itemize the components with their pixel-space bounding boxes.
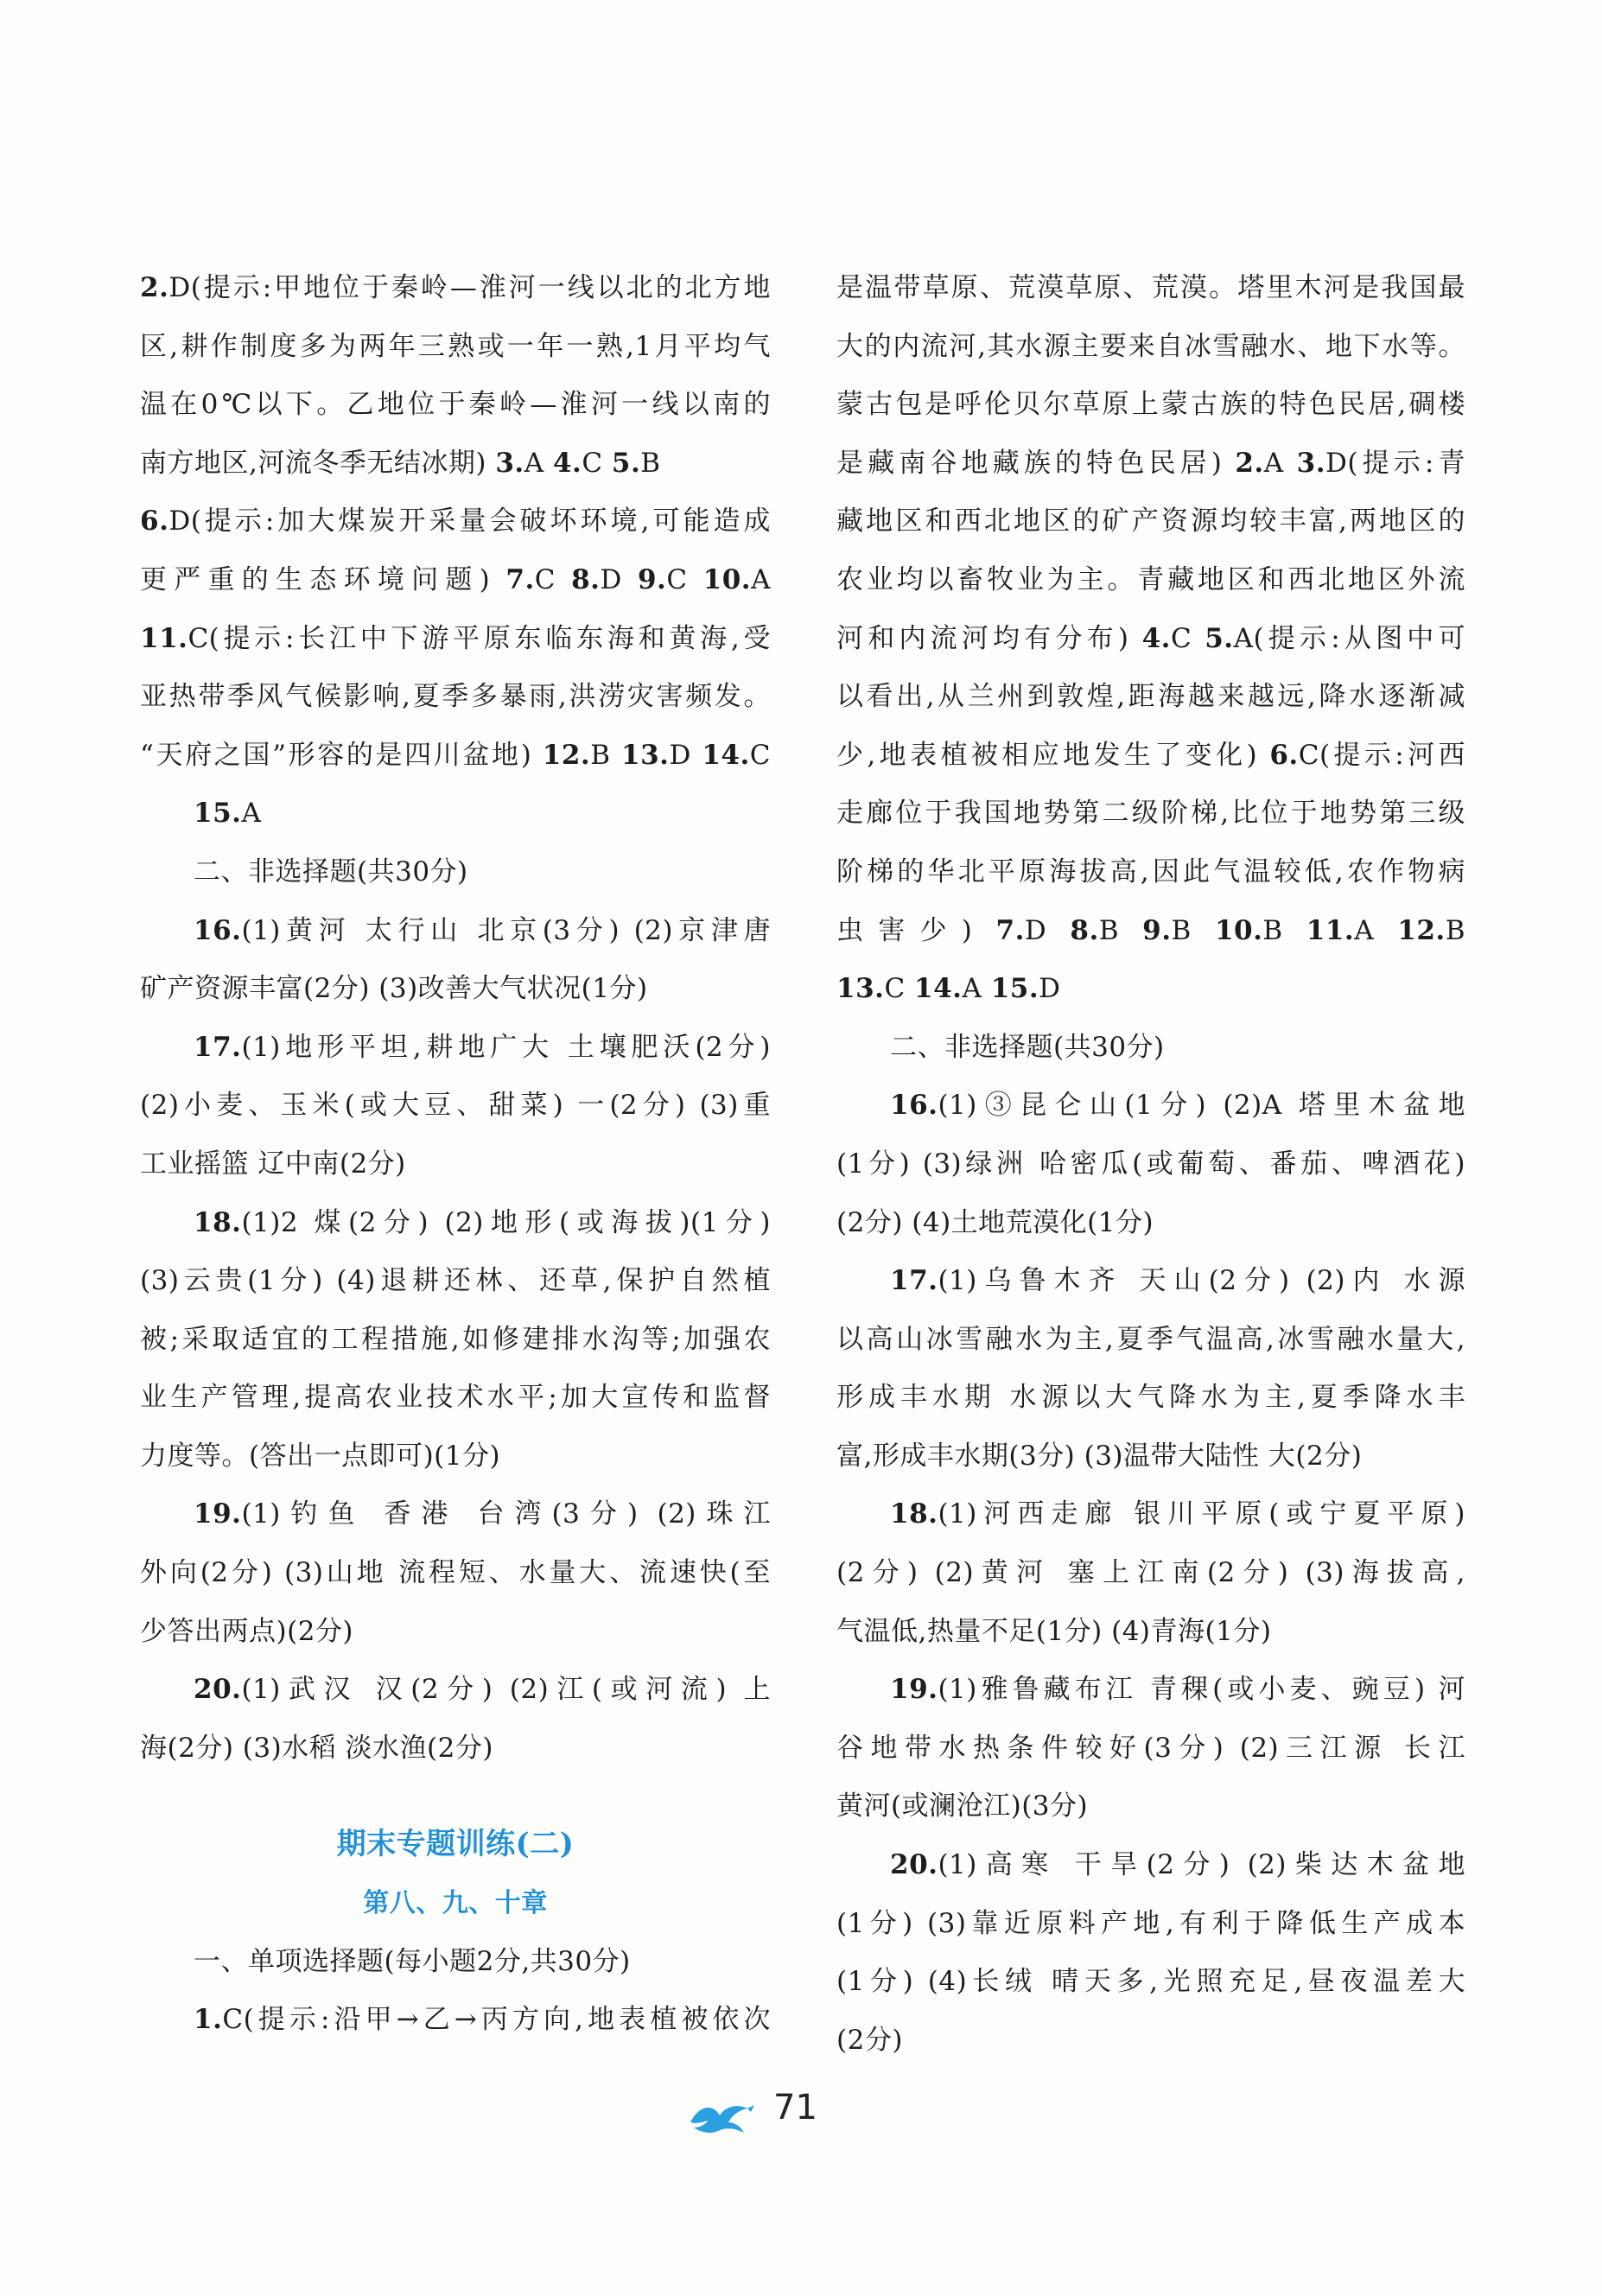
answer-line: 温在0℃以下。乙地位于秦岭—淮河一线以南的: [140, 389, 771, 421]
answer-line: 少答出两点)(2分): [140, 1615, 354, 1647]
answer-line: 13.C 14.A 15.D: [836, 973, 1061, 1005]
answer-line: “天府之国”形容的是四川盆地) 12.B 13.D 14.C: [140, 739, 771, 771]
answer-line: 以高山冰雪融水为主,夏季气温高,冰雪融水量大,: [836, 1323, 1465, 1355]
section-heading: 一、单项选择题(每小题2分,共30分): [194, 1945, 631, 1977]
answer-line: 以看出,从兰州到敦煌,距海越来越远,降水逐渐减: [836, 681, 1465, 713]
answer-line: (2分) (4)土地荒漠化(1分): [836, 1206, 1154, 1238]
answer-line: 17.(1)地形平坦,耕地广大 土壤肥沃(2分): [194, 1031, 771, 1063]
answer-line: 20.(1)武汉 汉(2分) (2)江(或河流) 上: [194, 1674, 771, 1706]
answer-line: 18.(1)2 煤(2分) (2)地形(或海拔)(1分): [194, 1206, 771, 1238]
answer-line: 河和内流河均有分布) 4.C 5.A(提示:从图中可: [836, 622, 1466, 654]
answer-line: 藏地区和西北地区的矿产资源均较丰富,两地区的: [836, 506, 1465, 537]
section-heading: 二、非选择题(共30分): [890, 1031, 1165, 1063]
answer-line: 1.C(提示:沿甲→乙→丙方向,地表植被依次: [194, 2004, 771, 2036]
answer-line: 外向(2分) (3)山地 流程短、水量大、流速快(至: [140, 1557, 771, 1589]
answer-line: 17.(1)乌鲁木齐 天山(2分) (2)内 水源: [890, 1265, 1465, 1297]
answer-line: 亚热带季风气候影响,夏季多暴雨,洪涝灾害频发。: [140, 681, 771, 713]
answer-line: 富,形成丰水期(3分) (3)温带大陆性 大(2分): [836, 1440, 1363, 1472]
answer-line: 走廊位于我国地势第二级阶梯,比位于地势第三级: [836, 798, 1465, 830]
answer-line: 蒙古包是呼伦贝尔草原上蒙古族的特色民居,碉楼: [836, 389, 1465, 421]
answer-line: 南方地区,河流冬季无结冰期) 3.A 4.C 5.B: [140, 447, 661, 479]
answer-line: (2分) (2)黄河 塞上江南(2分) (3)海拔高,: [836, 1557, 1465, 1589]
bird-logo-icon: [687, 2096, 756, 2138]
answer-line: 力度等。(答出一点即可)(1分): [140, 1440, 501, 1472]
answer-line: 业生产管理,提高农业技术水平;加大宣传和监督: [140, 1382, 771, 1414]
answer-line: 11.C(提示:长江中下游平原东临东海和黄海,受: [140, 622, 771, 654]
answer-line: 区,耕作制度多为两年三熟或一年一熟,1月平均气: [140, 330, 771, 362]
answer-line: 少,地表植被相应地发生了变化) 6.C(提示:河西: [836, 739, 1465, 771]
answer-line: 虫害少) 7.D 8.B 9.B 10.B 11.A 12.B: [836, 914, 1465, 946]
answer-line: (2分): [836, 2024, 903, 2056]
answer-line: 谷地带水热条件较好(3分) (2)三江源 长江: [836, 1732, 1465, 1764]
answer-line: 工业摇篮 辽中南(2分): [140, 1148, 406, 1180]
answer-line: (1分) (3)靠近原料产地,有利于降低生产成本: [836, 1907, 1465, 1939]
answer-line: 海(2分) (3)水稻 淡水渔(2分): [140, 1732, 493, 1764]
answer-line: 6.D(提示:加大煤炭开采量会破坏环境,可能造成: [140, 506, 771, 537]
answer-line: 18.(1)河西走廊 银川平原(或宁夏平原): [890, 1498, 1465, 1530]
answer-line: (2)小麦、玉米(或大豆、甜菜) 一(2分) (3)重: [140, 1090, 771, 1122]
left-column: [140, 259, 771, 2050]
right-column: [836, 259, 1465, 2070]
answer-line: 15.A: [194, 798, 262, 830]
answer-line: 是藏南谷地藏族的特色民居) 2.A 3.D(提示:青: [836, 447, 1465, 479]
answer-line: 黄河(或澜沧江)(3分): [836, 1790, 1089, 1822]
answer-line: 被;采取适宜的工程措施,如修建排水沟等;加强农: [140, 1323, 771, 1355]
chapter-subtitle: 第八、九、十章: [363, 1888, 548, 1919]
answer-line: 2.D(提示:甲地位于秦岭—淮河一线以北的北方地: [140, 272, 771, 303]
answer-line: 气温低,热量不足(1分) (4)青海(1分): [836, 1615, 1272, 1647]
answer-line: 矿产资源丰富(2分) (3)改善大气状况(1分): [140, 973, 648, 1005]
answer-line: 16.(1)黄河 太行山 北京(3分) (2)京津唐: [194, 914, 771, 946]
answer-line: (3)云贵(1分) (4)退耕还林、还草,保护自然植: [140, 1265, 771, 1297]
answer-line: (1分) (3)绿洲 哈密瓜(或葡萄、番茄、啤酒花): [836, 1148, 1465, 1180]
answer-line: 19.(1)钓鱼 香港 台湾(3分) (2)珠江: [194, 1498, 771, 1530]
answer-line: 更严重的生态环境问题) 7.C 8.D 9.C 10.A: [140, 563, 771, 595]
answer-line: 阶梯的华北平原海拔高,因此气温较低,农作物病: [836, 855, 1465, 887]
answer-line: 形成丰水期 水源以大气降水为主,夏季降水丰: [836, 1382, 1465, 1414]
section-heading: 二、非选择题(共30分): [194, 855, 468, 887]
answer-line: 19.(1)雅鲁藏布江 青稞(或小麦、豌豆) 河: [890, 1674, 1465, 1706]
answer-line: 是温带草原、荒漠草原、荒漠。塔里木河是我国最: [836, 272, 1465, 303]
answer-line: (1分) (4)长绒 晴天多,光照充足,昼夜温差大: [836, 1966, 1465, 1998]
answer-line: 16.(1)③昆仑山(1分) (2)A 塔里木盆地: [890, 1090, 1465, 1122]
answer-line: 农业均以畜牧业为主。青藏地区和西北地区外流: [836, 563, 1465, 595]
page-title: 期末专题训练(二): [336, 1827, 575, 1862]
answer-line: 20.(1)高寒 干旱(2分) (2)柴达木盆地: [890, 1849, 1465, 1881]
page-number: 71: [773, 2088, 817, 2127]
answer-line: 大的内流河,其水源主要来自冰雪融水、地下水等。: [836, 330, 1465, 362]
